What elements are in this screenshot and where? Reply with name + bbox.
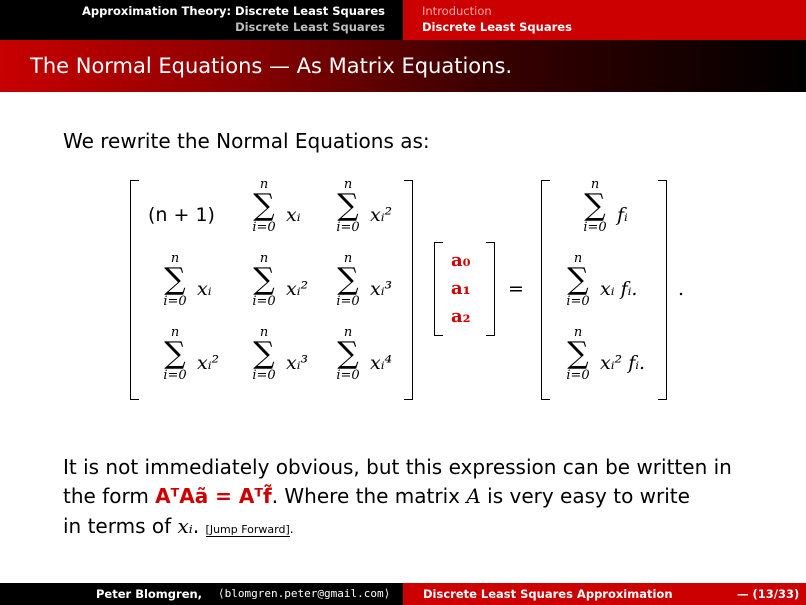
footer-talk-title[interactable]: Discrete Least Squares Approximation [423, 587, 673, 601]
line2-suffix: . Where the matrix [271, 484, 460, 508]
unknown-a1: a₁ [451, 278, 471, 299]
frame-title: The Normal Equations — As Matrix Equations. [30, 54, 513, 78]
sum-upper: n [170, 251, 180, 266]
sum-lower: i=0 [252, 368, 276, 383]
line2-prefix: the form [63, 484, 149, 508]
matrix-cell-r1c3: xᵢ² [370, 204, 393, 226]
sigma-icon: ∑ [164, 262, 186, 297]
sum-upper: n [343, 325, 353, 340]
paragraph-line-3 [63, 514, 294, 538]
matrix-variable-a: A [466, 484, 481, 508]
equals-sign: = [508, 278, 524, 300]
sum-upper: n [573, 251, 583, 266]
paragraph-line-2 [63, 484, 690, 508]
sum-upper: n [573, 325, 583, 340]
sigma-icon: ∑ [584, 188, 606, 223]
rhs-entry-3: xᵢ² fᵢ. [600, 352, 646, 374]
footer-page-number: — (13/33) [737, 587, 800, 601]
sum-lower: i=0 [252, 220, 276, 235]
footer-author: Peter Blomgren, [96, 587, 203, 601]
sum-upper: n [343, 251, 353, 266]
unknown-a0: a₀ [451, 250, 471, 271]
header-nav-discrete-least-squares[interactable]: Discrete Least Squares [422, 20, 572, 34]
vector-right-bracket [486, 242, 495, 336]
line3-prefix: in terms of [63, 514, 172, 538]
footer-right [403, 583, 806, 605]
header-left [0, 0, 403, 40]
unknown-a2: a₂ [451, 306, 471, 327]
formula-normal-equations: AᵀAã = Aᵀf̃ [155, 484, 272, 508]
sum-upper: n [259, 325, 269, 340]
sigma-icon: ∑ [567, 336, 589, 371]
matrix-equation [0, 170, 806, 410]
rhs-entry-1: fᵢ [617, 204, 628, 226]
footer-bar [0, 583, 806, 605]
sigma-icon: ∑ [337, 262, 359, 297]
line3-end: . [192, 514, 200, 538]
header-nav-introduction[interactable]: Introduction [422, 4, 492, 18]
header-subsection-title[interactable]: Discrete Least Squares [235, 20, 385, 34]
sum-upper: n [170, 325, 180, 340]
jump-dot: . [289, 522, 294, 536]
paragraph-line-1: It is not immediately obvious, but this expression can be written in [63, 455, 732, 479]
header-section-title[interactable]: Approximation Theory: Discrete Least Squares [81, 4, 385, 18]
matrix-cell-r2c3: xᵢ³ [370, 278, 393, 300]
footer-left [0, 583, 403, 605]
matrix-cell-r3c1: xᵢ² [197, 352, 220, 374]
sum-lower: i=0 [252, 294, 276, 309]
sum-lower: i=0 [583, 220, 607, 235]
sigma-icon: ∑ [253, 262, 275, 297]
trailing-period: . [678, 278, 685, 300]
matrix-cell-r1c1: (n + 1) [148, 204, 215, 226]
intro-text: We rewrite the Normal Equations as: [63, 129, 430, 153]
sum-lower: i=0 [163, 294, 187, 309]
jump-forward-link[interactable]: [Jump Forward] [205, 523, 290, 536]
header-bar [0, 0, 806, 40]
line2-end: is very easy to write [487, 484, 690, 508]
sum-upper: n [259, 177, 269, 192]
rhs-right-bracket [658, 180, 667, 400]
sum-upper: n [590, 177, 600, 192]
sigma-icon: ∑ [164, 336, 186, 371]
sigma-icon: ∑ [337, 188, 359, 223]
rhs-entry-2: xᵢ fᵢ. [600, 278, 638, 300]
sum-lower: i=0 [566, 368, 590, 383]
header-right [403, 0, 806, 40]
matrix-cell-r1c2: xᵢ [286, 204, 301, 226]
sigma-icon: ∑ [337, 336, 359, 371]
sum-lower: i=0 [336, 368, 360, 383]
footer-email[interactable]: ⟨blomgren.peter@gmail.com⟩ [218, 587, 391, 600]
matrix-cell-r2c1: xᵢ [197, 278, 212, 300]
matrix-cell-r3c3: xᵢ⁴ [370, 352, 393, 374]
sum-lower: i=0 [566, 294, 590, 309]
sigma-icon: ∑ [253, 188, 275, 223]
matrix-cell-r2c2: xᵢ² [286, 278, 309, 300]
matrix-cell-r3c2: xᵢ³ [286, 352, 309, 374]
sum-lower: i=0 [336, 220, 360, 235]
frame-title-bar [0, 40, 806, 92]
sum-lower: i=0 [163, 368, 187, 383]
right-bracket [404, 180, 413, 400]
sigma-icon: ∑ [567, 262, 589, 297]
vector-left-bracket [434, 242, 443, 336]
sum-upper: n [259, 251, 269, 266]
sum-lower: i=0 [336, 294, 360, 309]
sigma-icon: ∑ [253, 336, 275, 371]
variable-xi: xᵢ [177, 514, 193, 538]
sum-upper: n [343, 177, 353, 192]
